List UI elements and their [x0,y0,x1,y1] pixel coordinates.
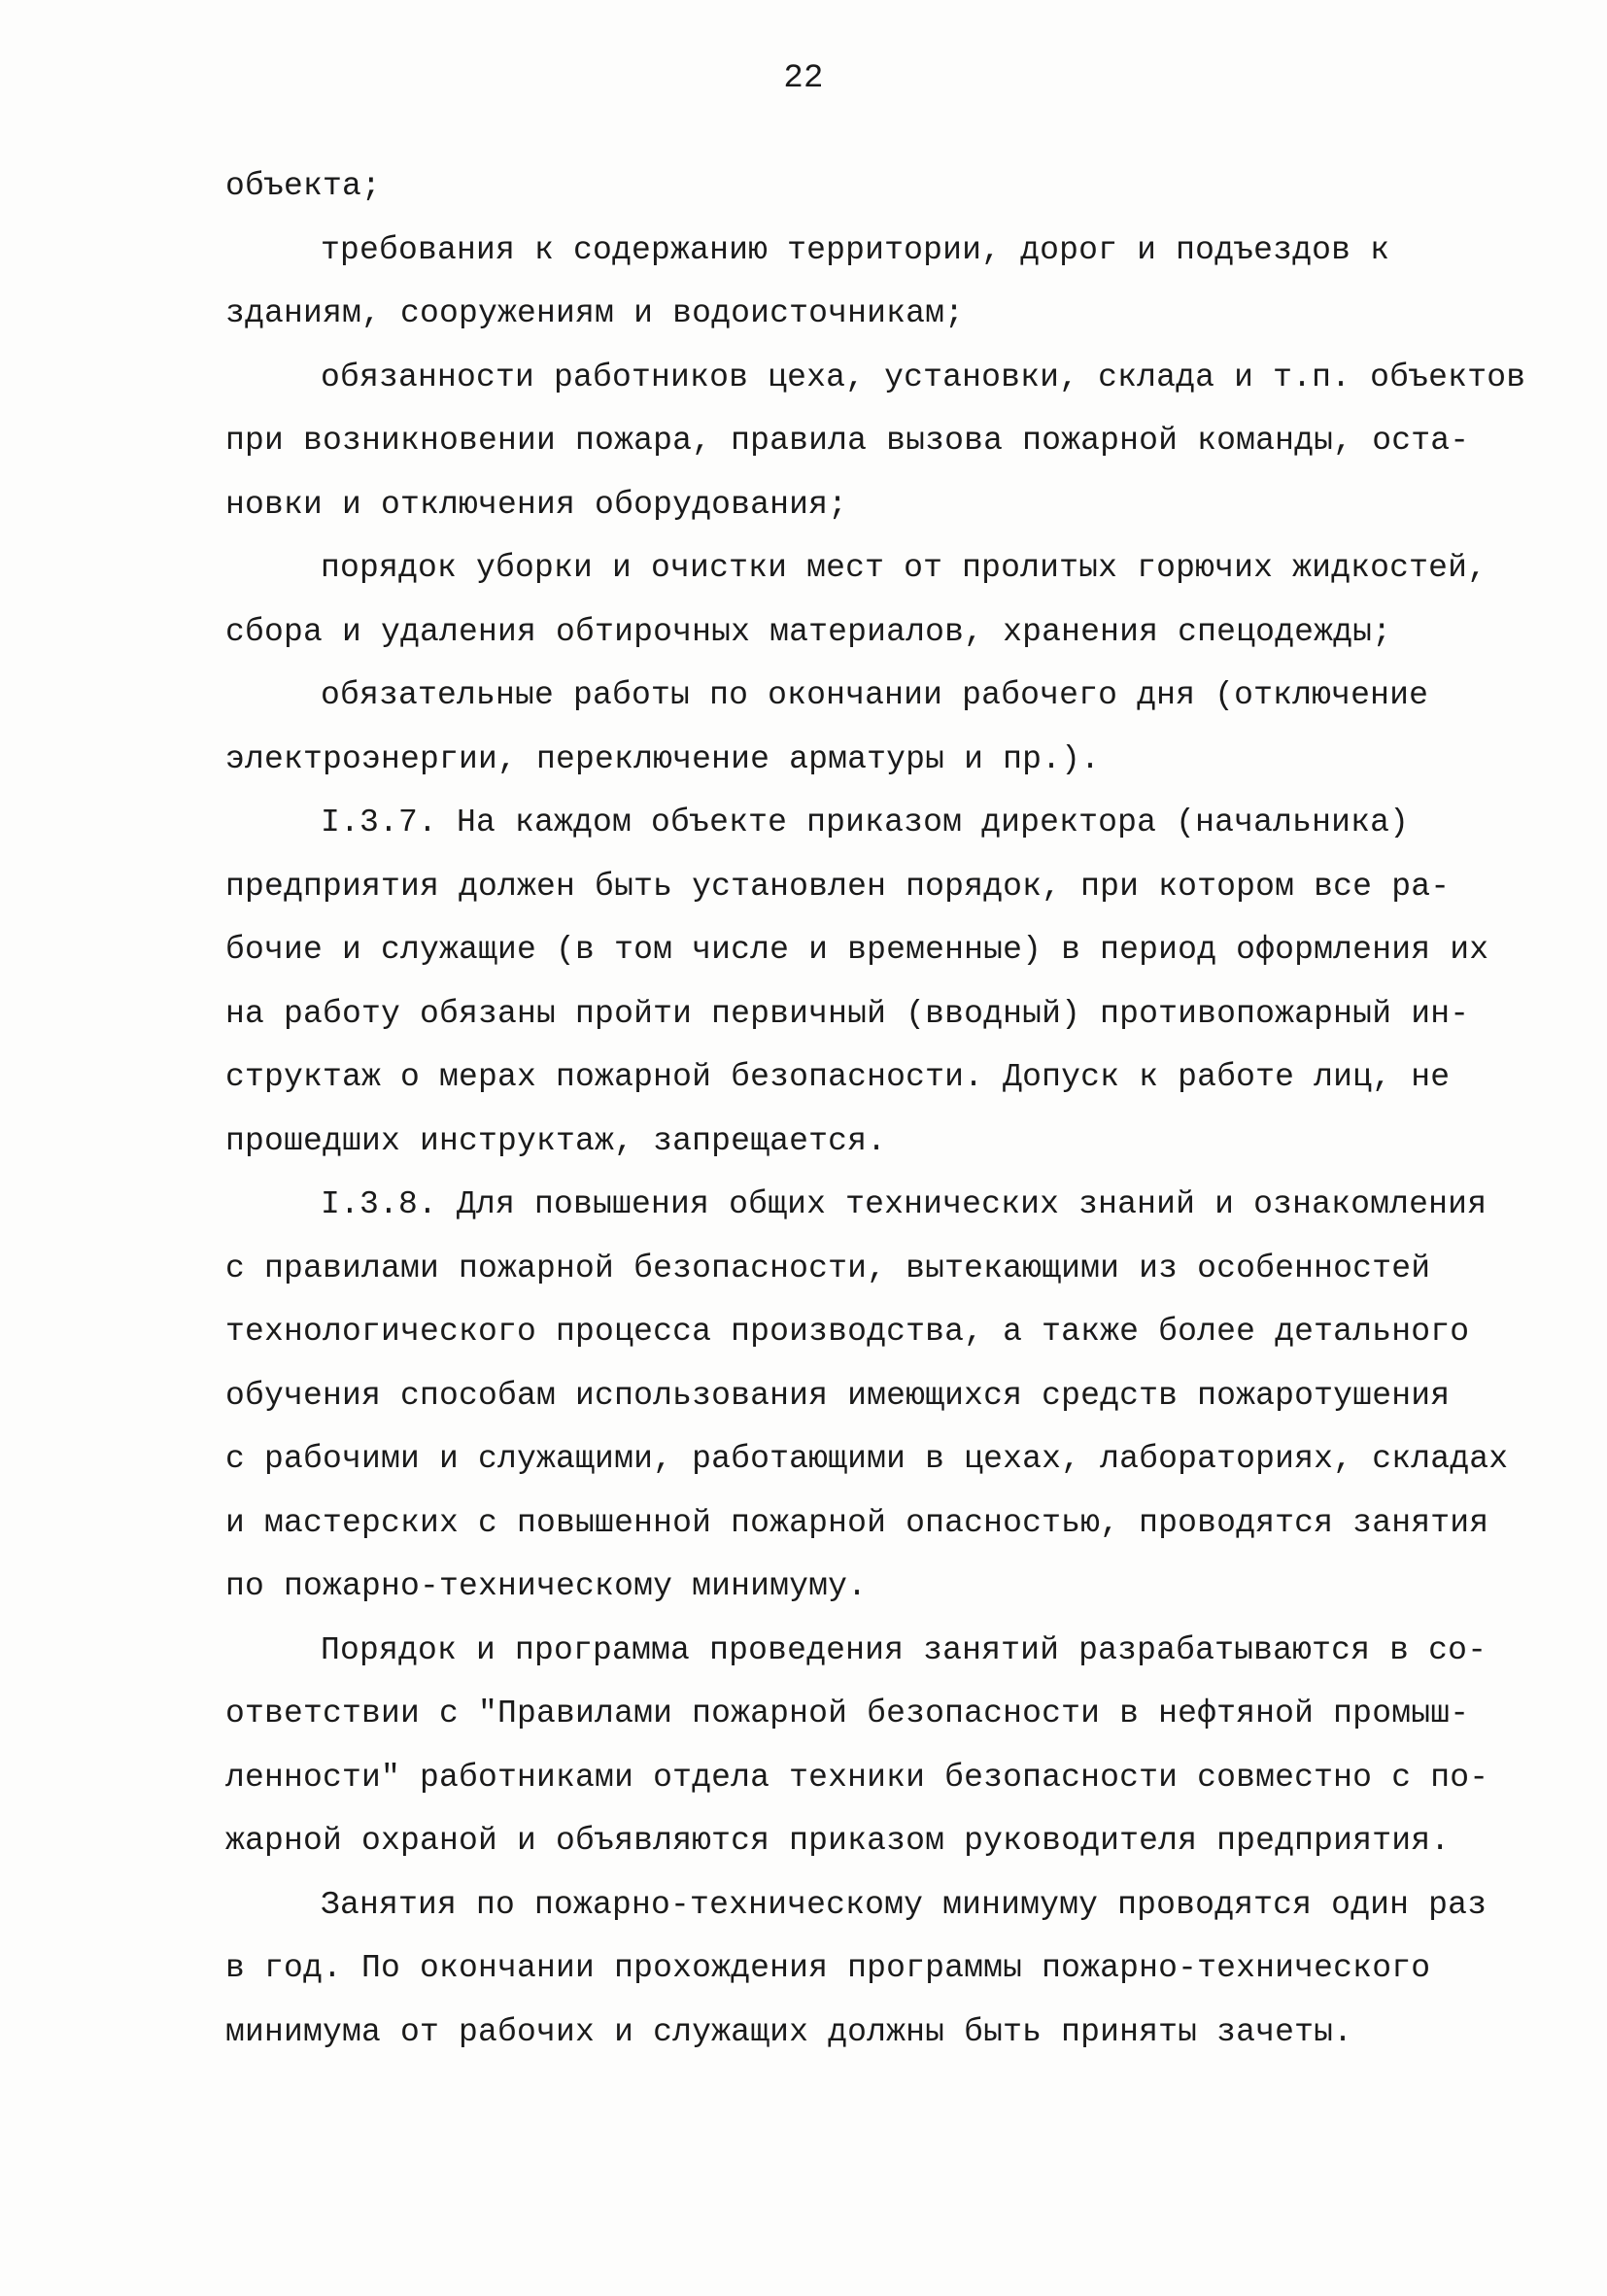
text-line: на работу обязаны пройти первичный (вводный) противопожарный ин- [225,996,1470,1032]
text-line: требования к содержанию территории, дорог и подъездов к [321,232,1390,268]
text-line: ответствии с "Правилами пожарной безопасности в нефтяной промыш- [225,1696,1470,1731]
text-line: обязанности работников цеха, установки, склада и т.п. объектов [321,360,1526,395]
text-line: жарной охраной и объявляются приказом руководителя предприятия. [225,1823,1451,1859]
text-line: по пожарно-техническому минимуму. [225,1568,868,1604]
text-line: Порядок и программа проведения занятий разрабатываются в со- [321,1632,1487,1668]
text-line: ленности" работниками отдела техники безопасности совместно с по- [225,1760,1489,1796]
text-line: предприятия должен быть установлен порядок, при котором все ра- [225,869,1451,905]
text-line: порядок уборки и очистки мест от пролитых горючих жидкостей, [321,550,1487,586]
text-line: бочие и служащие (в том числе и временные) в период оформления их [225,932,1489,968]
text-line: Занятия по пожарно-техническому минимуму проводятся один раз [321,1887,1487,1923]
text-line: обязательные работы по окончании рабочего дня (отключение [321,677,1429,713]
text-line: технологического процесса производства, а также более детального [225,1314,1470,1350]
text-line: объекта; [225,168,382,204]
page-number: 22 [783,60,824,97]
text-line: зданиям, сооружениям и водоисточникам; [225,295,965,331]
text-line: с правилами пожарной безопасности, вытекающими из особенностей [225,1251,1431,1286]
text-line: с рабочими и служащими, работающими в цехах, лабораториях, складах [225,1441,1509,1477]
text-line: I.3.8. Для повышения общих технических знаний и ознакомления [321,1186,1487,1222]
text-line: при возникновении пожара, правила вызова пожарной команды, оста- [225,423,1470,459]
text-line: электроэнергии, переключение арматуры и пр.). [225,741,1101,777]
text-line: новки и отключения оборудования; [225,487,848,523]
text-line: минимума от рабочих и служащих должны быть приняты зачеты. [225,2014,1353,2050]
text-line: прошедших инструктаж, запрещается. [225,1123,887,1159]
text-line: обучения способам использования имеющихся средств пожаротушения [225,1378,1451,1414]
text-line: в год. По окончании прохождения программы пожарно-технического [225,1950,1431,1986]
text-line: сбора и удаления обтирочных материалов, хранения спецодежды; [225,614,1392,650]
text-line: I.3.7. На каждом объекте приказом директора (начальника) [321,805,1410,840]
text-line: структаж о мерах пожарной безопасности. Допуск к работе лиц, не [225,1059,1451,1095]
text-line: и мастерских с повышенной пожарной опасностью, проводятся занятия [225,1505,1489,1541]
